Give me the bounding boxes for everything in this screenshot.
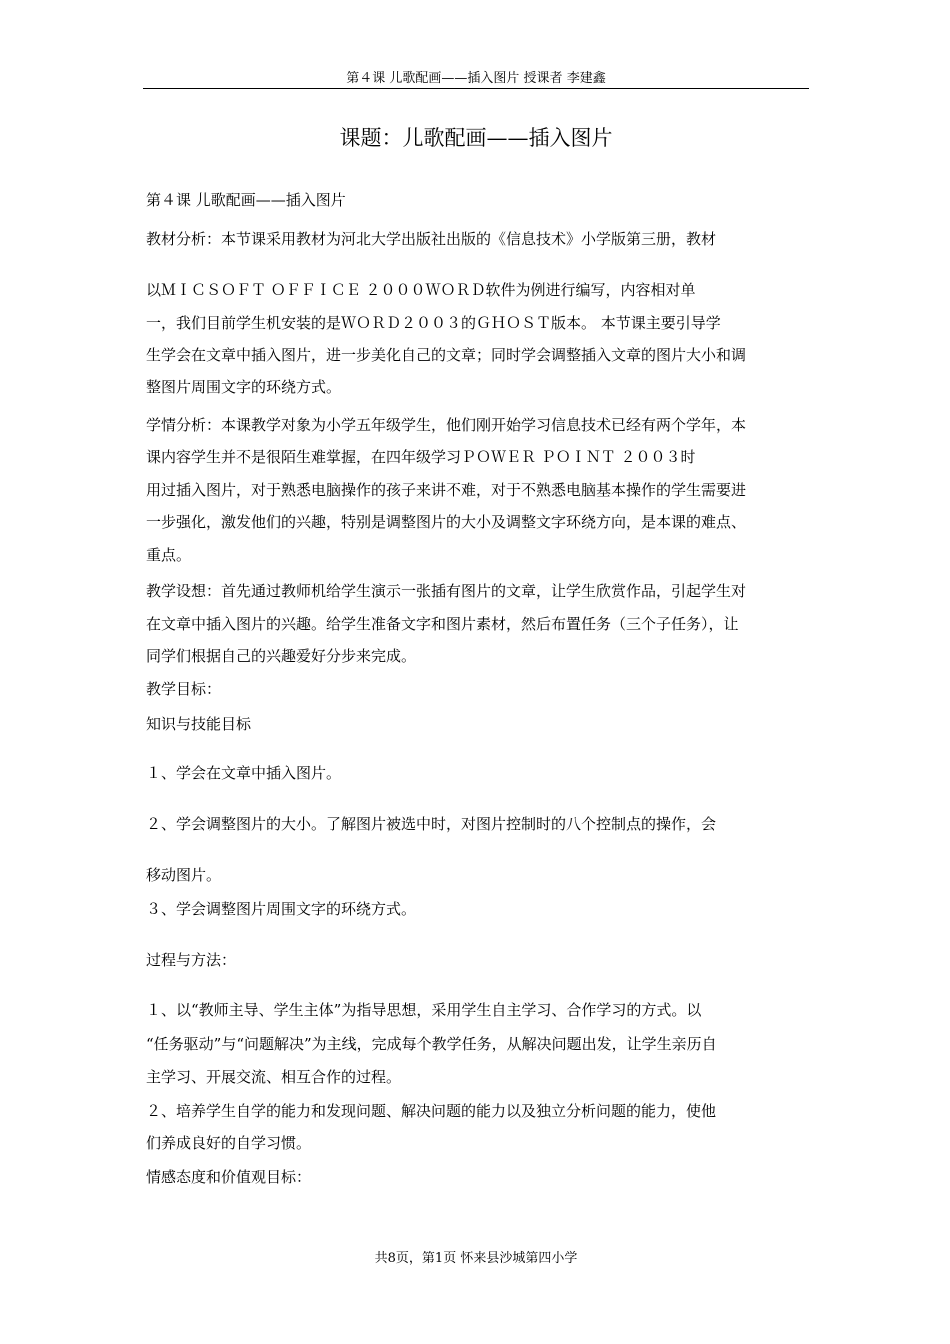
- body-line: 情感态度和价值观目标：: [146, 1168, 312, 1186]
- body-line: 同学们根据自己的兴趣爱好分步来完成。: [146, 647, 417, 665]
- body-line: 移动图片。: [146, 866, 222, 884]
- body-line: 生学会在文章中插入图片，进一步美化自己的文章；同时学会调整插入文章的图片大小和调: [146, 346, 747, 364]
- body-line: 以ＭＩＣＳＯＦＴ ＯＦＦＩＣＥ ２０００ＷＯＲＤ软件为例进行编写，内容相对单: [146, 281, 696, 299]
- body-line: 教学设想：首先通过教师机给学生演示一张插有图片的文章，让学生欣赏作品，引起学生对: [146, 582, 747, 600]
- body-line: ２、培养学生自学的能力和发现问题、解决问题的能力以及独立分析问题的能力，使他: [146, 1102, 717, 1120]
- body-line: 整图片周围文字的环绕方式。: [146, 378, 342, 396]
- body-line: ３、学会调整图片周围文字的环绕方式。: [146, 900, 417, 918]
- body-line: “任务驱动”与“问题解决”为主线，完成每个教学任务，从解决问题出发，让学生亲历自: [146, 1035, 717, 1053]
- body-line: 用过插入图片，对于熟悉电脑操作的孩子来讲不难，对于不熟悉电脑基本操作的学生需要进: [146, 481, 747, 499]
- body-line: 第４课 儿歌配画——插入图片: [146, 191, 346, 209]
- body-line: １、学会在文章中插入图片。: [146, 764, 342, 782]
- body-line: １、以“教师主导、学生主体”为指导思想，采用学生自主学习、合作学习的方式。以: [146, 1001, 702, 1019]
- body-line: 一，我们目前学生机安装的是ＷＯＲＤ２００３的ＧＨＯＳＴ版本。 本节课主要引导学: [146, 314, 721, 332]
- body-line: 在文章中插入图片的兴趣。给学生准备文字和图片素材，然后布置任务（三个子任务），让: [146, 615, 739, 633]
- page-footer: 共8页，第1页 怀来县沙城第四小学: [374, 1251, 578, 1266]
- page-header: 第４课 儿歌配画——插入图片 授课者 李建鑫: [143, 70, 809, 89]
- body-line: 重点。: [146, 546, 192, 564]
- body-line: 过程与方法：: [146, 951, 237, 969]
- body-line: ２、学会调整图片的大小。了解图片被选中时，对图片控制时的八个控制点的操作，会: [146, 815, 717, 833]
- body-line: 学情分析：本课教学对象为小学五年级学生，他们刚开始学习信息技术已经有两个学年，本: [146, 416, 747, 434]
- body-line: 们养成良好的自学习惯。: [146, 1134, 312, 1152]
- body-line: 课内容学生并不是很陌生难掌握，在四年级学习ＰＯＷＥＲ ＰＯＩＮＴ ２００３时: [146, 448, 696, 466]
- body-line: 一步强化，激发他们的兴趣，特别是调整图片的大小及调整文字环绕方向，是本课的难点、: [146, 513, 747, 531]
- body-line: 主学习、开展交流、相互合作的过程。: [146, 1068, 402, 1086]
- body-line: 教学目标：: [146, 680, 222, 698]
- body-line: 知识与技能目标: [146, 715, 252, 733]
- document-title: 课题：儿歌配画——插入图片: [339, 126, 613, 150]
- body-line: 教材分析：本节课采用教材为河北大学出版社出版的《信息技术》小学版第三册，教材: [146, 230, 717, 248]
